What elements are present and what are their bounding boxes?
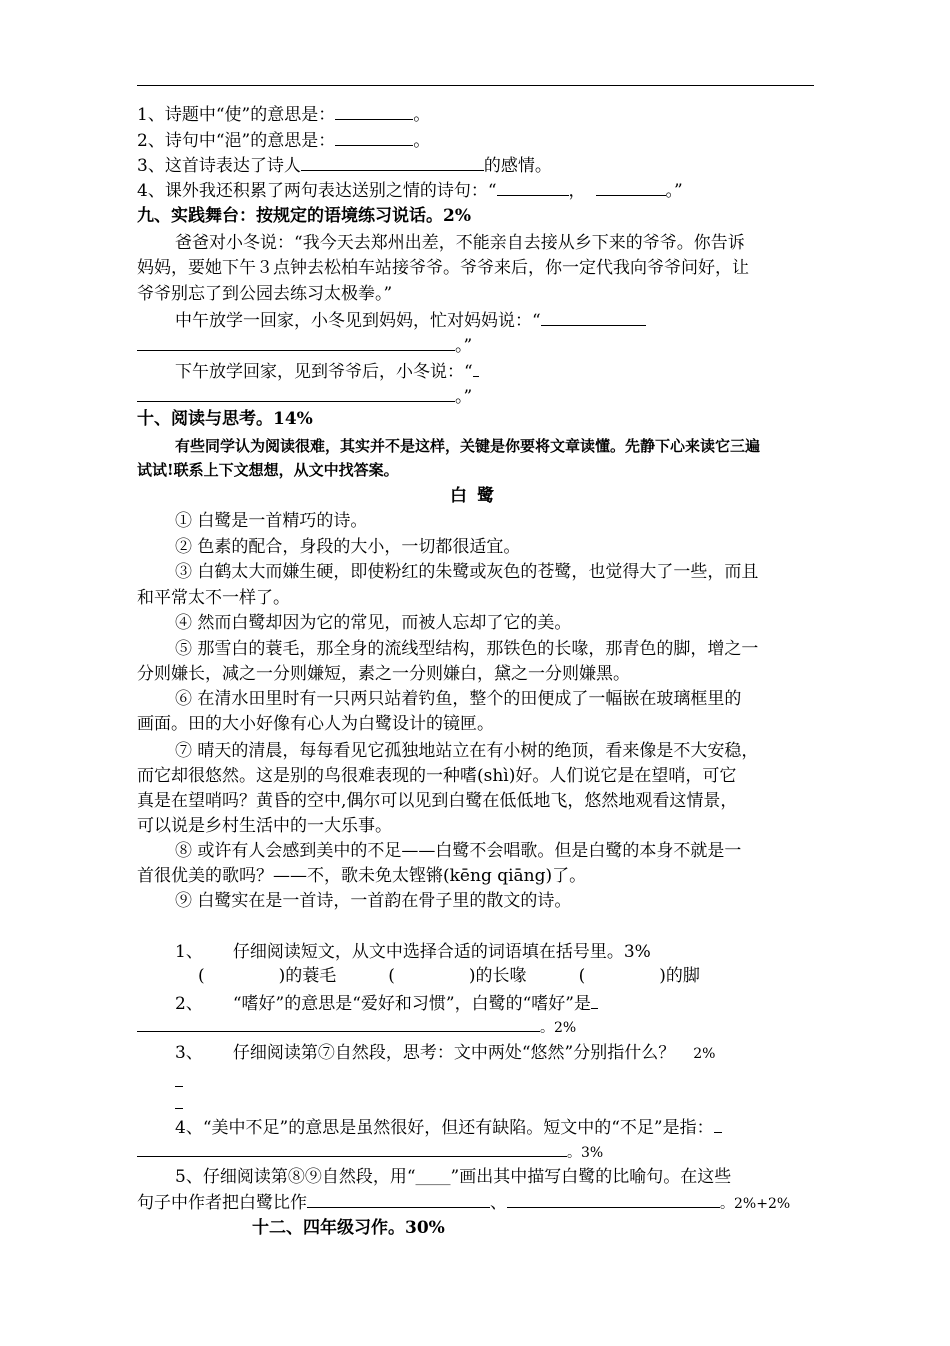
q2-text: “嗜好”的意思是“爱好和习惯”，白鹭的“嗜好”是 [232,994,591,1014]
q2-end: 。2% [540,1020,577,1036]
q4-text: 4、“美中不足”的意思是虽然很好，但还有缺陷。短文中的“不足”是指： [175,1118,714,1138]
q5-text: 5、仔细阅读第⑧⑨自然段，用“ [175,1167,416,1187]
article-para: ④ 然而白鹭却因为它的常见，而被人忘却了它的美。 [175,613,572,633]
answer-blank[interactable] [335,101,413,120]
article-para: ⑦ 晴天的清晨，每每看见它孤独地站立在有小树的绝顶，看来像是不大安稳， [175,741,759,761]
section-10-intro: 试试!联系上下文想想，从文中找答案。 [137,461,399,479]
answer-blank[interactable] [335,127,413,146]
q3-text: 仔细阅读第⑦自然段，思考：文中两处“悠然”分别指什么？ [232,1043,676,1063]
section-10-intro: 有些同学认为阅读很难，其实并不是这样，关键是你要将文章读懂。先静下心来读它三遍 [175,437,761,455]
article-para: 画面。田的大小好像有心人为白鹭设计的镜匣。 [137,714,494,734]
answer-blank[interactable] [541,307,646,326]
para-3-end: 。” [455,387,473,407]
underline-mark: _____ [415,1170,451,1186]
reading-question-1 [175,939,855,965]
reading-question-3-answer-2 [175,1090,855,1117]
poem-question-1 [137,101,817,128]
blank-2-label: )的长喙 [468,966,527,986]
answer-blank[interactable] [596,177,666,196]
q4-text: 4、课外我还积累了两句表达送别之情的诗句：“ [137,181,497,201]
article-para: ③ 白鹤太大而嫌生硬，即使粉红的朱鹭或灰色的苍鹭，也觉得大了一些，而且 [175,562,759,582]
blank-1-label: )的蓑毛 [278,966,337,986]
article-para: 而它却很悠然。这是别的鸟很难表现的一种嗜(shì)好。人们说它是在望哨，可它 [137,766,737,786]
article-para: 分则嫌长，减之一分则嫌短，素之一分则嫌白，黛之一分则嫌黑。 [137,664,630,684]
section-9-para-1: 爸爸对小冬说：“我今天去郑州出差，不能亲自去接从乡下来的爷爷。你告诉 [175,233,745,253]
q3-score: 2% [693,1046,716,1062]
q1-number: 1、 [175,942,203,962]
q1-text: 1、诗题中“使”的意思是： [137,105,336,125]
article-title: 白鹭 [450,486,504,506]
article-para: ⑥ 在清水田里时有一只两只站着钓鱼，整个的田便成了一幅嵌在玻璃框里的 [175,689,742,709]
article-para: ⑨ 白鹭实在是一首诗，一首韵在骨子里的散文的诗。 [175,891,572,911]
reading-question-5-line-2 [137,1189,817,1217]
poem-question-2 [137,127,817,154]
reading-question-4-line [137,1138,817,1166]
q1-text: 仔细阅读短文，从文中选择合适的词语填在括号里。3% [232,942,651,962]
top-rule [137,85,814,86]
answer-blank[interactable] [175,1090,183,1109]
q5-end: 。2%+2% [720,1196,791,1212]
reading-question-5 [175,1164,855,1191]
paren-open: ( [198,966,205,986]
answer-blank[interactable] [137,1013,540,1032]
article-para: ① 白鹭是一首精巧的诗。 [175,511,368,531]
q3-text: 3、这首诗表达了诗人 [137,156,301,176]
article-para: ⑧ 或许有人会感到美中的不足——白鹭不会唱歌。但是白鹭的本身不就是一 [175,841,742,861]
reading-question-3 [175,1040,855,1067]
answer-blank[interactable] [591,990,598,1009]
paren-open: ( [578,966,586,986]
reading-question-1-blanks [198,963,878,989]
q5-separator: 、 [490,1193,507,1213]
answer-blank[interactable] [137,1138,567,1157]
q2-text: 2、诗句中“浥”的意思是： [137,131,336,151]
answer-blank[interactable] [507,1189,720,1208]
answer-blank[interactable] [175,1068,183,1087]
poem-question-4 [137,177,817,204]
q5-text-2: ”画出其中描写白鹭的比喻句。在这些 [450,1167,732,1187]
q3-end: 的感情。 [483,156,552,176]
article-para: 首很优美的歌吗？——不，歌未免太铿锵(kēng qiāng)了。 [137,866,587,886]
section-9-para-2 [175,307,855,334]
q4-comma: ， [568,181,586,201]
poem-question-3 [137,152,817,179]
section-9-para-1: 妈妈，要她下午３点钟去松柏车站接爷爷。爷爷来后，你一定代我向爷爷问好，让 [137,258,749,278]
q2-number: 2、 [175,994,203,1014]
answer-blank[interactable] [473,358,479,377]
q3-number: 3、 [175,1043,203,1063]
answer-blank[interactable] [307,1189,490,1208]
section-12-title: 十二、四年级习作。30% [252,1218,445,1238]
reading-question-4 [175,1114,855,1141]
article-para: 和平常太不一样了。 [137,588,290,608]
paren-open: ( [388,966,395,986]
answer-blank[interactable] [137,332,455,351]
article-para: ② 色素的配合，身段的大小，一切都很适宜。 [175,537,521,557]
q5-text-3: 句子中作者把白鹭比作 [137,1193,307,1213]
section-9-para-2-line [137,332,817,359]
answer-blank[interactable] [497,177,569,196]
article-para: 真是在望哨吗？黄昏的空中,偶尔可以见到白鹭在低低地飞，悠然地观看这情景， [137,791,738,811]
reading-question-2-line [137,1013,817,1041]
answer-blank[interactable] [137,383,455,402]
para-3-text: 下午放学回家，见到爷爷后，小冬说：“ [175,362,473,382]
q4-end: 。3% [567,1145,604,1161]
section-9-title: 九、实践舞台：按规定的语境练习说话。2% [137,206,471,226]
blank-3-label: )的脚 [659,966,700,986]
section-9-para-3 [175,358,855,385]
para-2-text: 中午放学一回家，小冬见到妈妈，忙对妈妈说：“ [175,311,541,331]
section-9-para-1: 爷爷别忘了到公园去练习太极拳。” [137,284,393,304]
article-para: 可以说是乡村生活中的一大乐事。 [137,816,392,836]
para-2-end: 。” [455,336,473,356]
section-10-title: 十、阅读与思考。14% [137,409,313,429]
article-para: ⑤ 那雪白的蓑毛，那全身的流线型结构，那铁色的长喙，那青色的脚，增之一 [175,639,759,659]
q2-end: 。 [413,131,431,151]
q4-end: 。” [665,181,683,201]
answer-blank[interactable] [714,1114,722,1133]
q1-end: 。 [413,105,431,125]
answer-blank[interactable] [301,152,484,171]
